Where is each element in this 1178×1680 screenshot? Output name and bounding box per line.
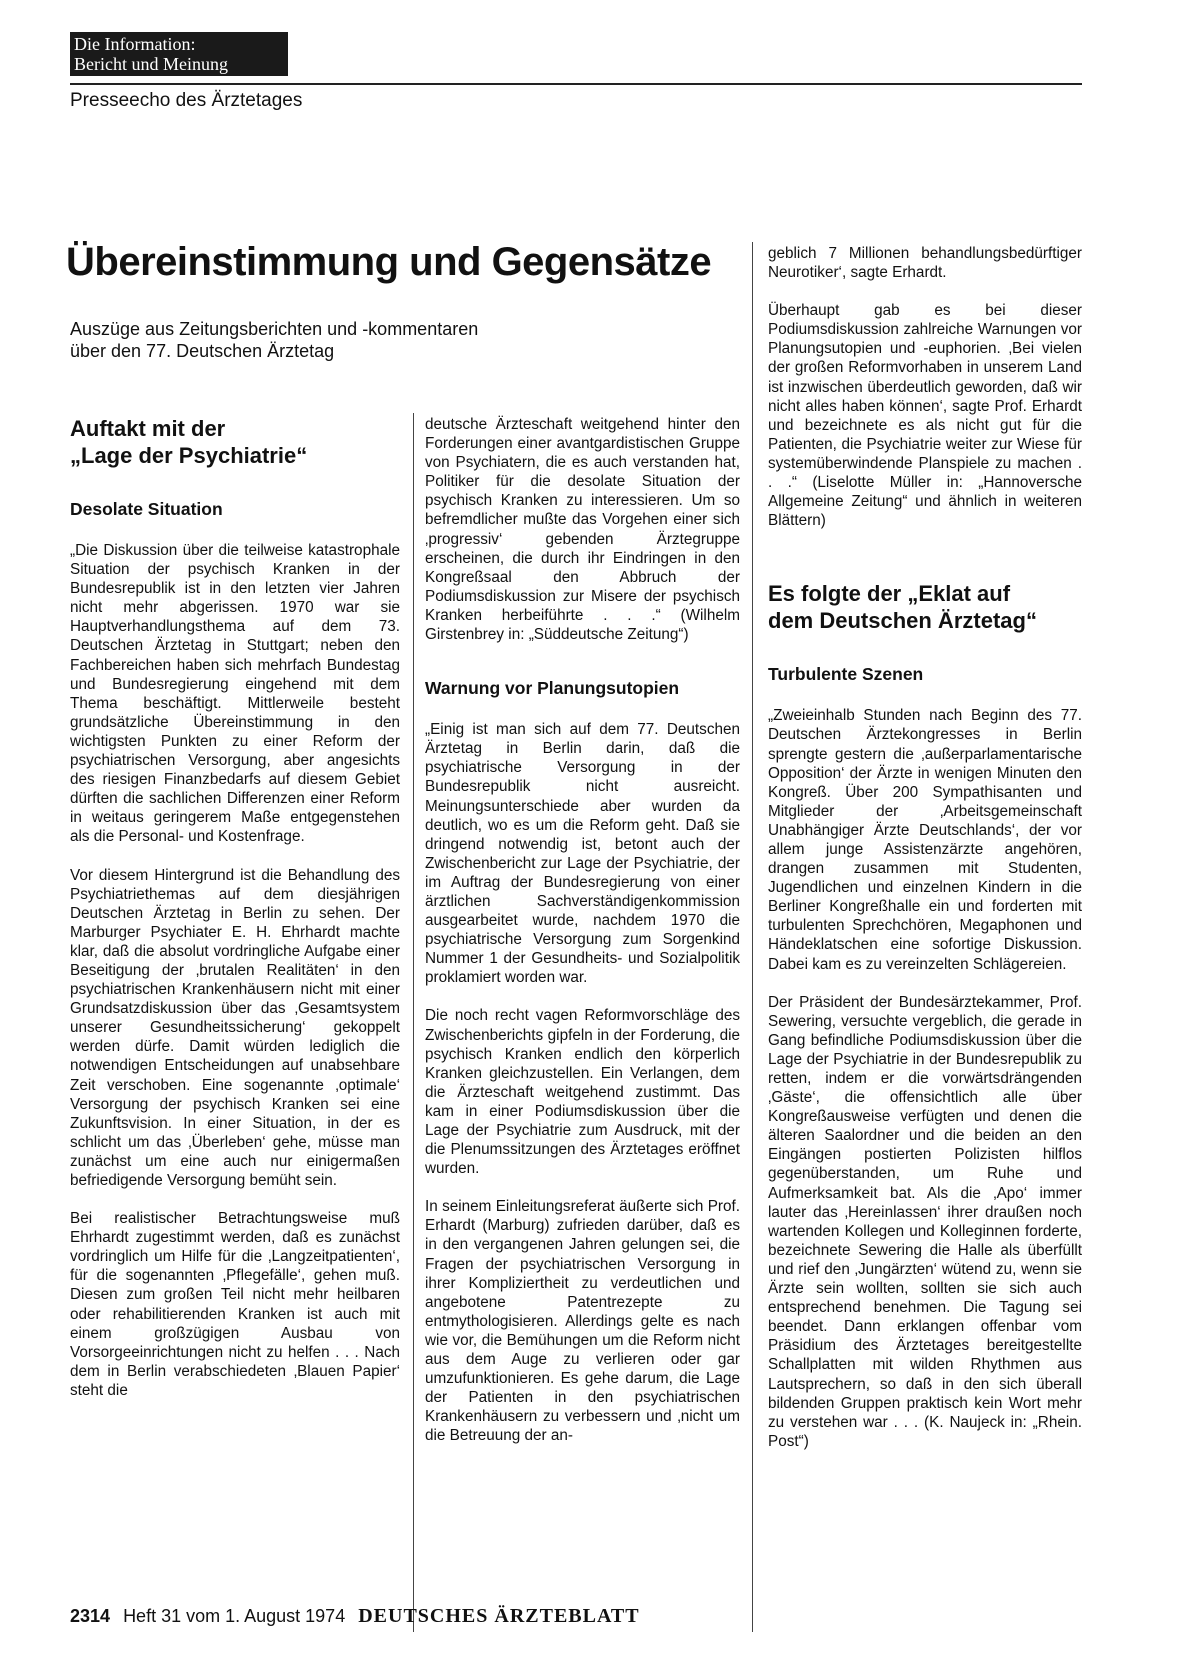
- body-paragraph: Vor diesem Hintergrund ist die Behandlung des Psychiatriethemas auf dem diesjährigen Deutschen Ärztetag in Berlin zu sehen. Der Marburger Psychiater E. H. Ehrhardt machte klar, daß die absolut vordringliche Aufgabe einer Beseitigung der ‚brutalen Realitäten‘ in den psychiatrischen Krankenhäusern nicht mit einer Grundsatzdiskussion über das ‚Gesamtsystem unserer Gesundheitssicherung‘ gekoppelt werden dürfe. Damit würden lediglich die notwendigen Entscheidungen auf unabsehbare Zeit verschoben. Eine sogenannte ‚optimale‘ Versorgung der psychisch Kranken sei eine Zukunftsvision. In einer Situation, in der es schlicht um das ‚Überleben‘ gehe, müsse man zunächst um eine auch nur einigermaßen befriedigende Versorgung bemüht sein.: [70, 866, 400, 1189]
- section-heading: Presseecho des Ärztetages: [70, 90, 303, 111]
- heading-line: Es folgte der „Eklat auf: [768, 581, 1011, 607]
- subheading-turbulente-szenen: Turbulente Szenen: [768, 664, 924, 685]
- body-paragraph: geblich 7 Millionen behandlungsbedürftiger Neurotiker‘, sagte Erhardt.: [768, 245, 1082, 282]
- column-3: [768, 244, 1082, 1451]
- page-number: 2314: [70, 1606, 111, 1626]
- badge-line-1: Die Information:: [74, 34, 196, 54]
- column-2: [425, 415, 740, 1446]
- body-paragraph: Der Präsident der Bundesärztekammer, Prof. Sewering, versuchte vergeblich, die gerade in Gang befindliche Podiumsdiskussion über die Lage der Psychiatrie in der Bundesrepublik zu retten, indem er die vorwärtsdrängenden ‚Gäste‘, die offensichtlich alle über Kongreßausweise verfügten und denen die älteren Saalordner und die beiden an den Eingängen postierten Polizisten hilflos gegenüberstanden, um Ruhe und Aufmerksamkeit bat. Als die ‚Apo‘ immer lauter das ‚Hereinlassen‘ ihrer draußen noch wartenden Kollegen und Kolleginnen forderte, bezeichnete Sewering die Halle als überfüllt und rief den ‚Jungärzten‘ wütend zu, wenn sie Ärzte sein wollten, sollten sie sich auch entsprechend benehmen. Die Tagung sei beendet. Dann erklangen offenbar vom Präsidium des Ärztetages bereitgestellte Schallplatten mit wilden Rhythmen aus Lautsprechern, so daß in den sich überall bildenden Gruppen praktisch kein Wort mehr zu verstehen war . . . (K. Naujeck in: „Rhein. Post“): [768, 993, 1082, 1450]
- journal-name: DEUTSCHES ÄRZTEBLATT: [358, 1605, 640, 1627]
- column-divider-left: [413, 413, 414, 1632]
- article-subtitle: [70, 318, 570, 362]
- body-paragraph: Die noch recht vagen Reformvorschläge des Zwischenberichts gipfeln in der Forderung, die psychisch Kranken endlich den körperlich Kranken gleichzustellen. Ein Verlangen, dem die Ärzteschaft weitgehend zustimmt. Das kam in einer Podiumsdiskussion über die Lage der Psychiatrie zum Ausdruck, mit der die Plenumssitzungen des Ärztetages eröffnet wurden.: [425, 1007, 740, 1178]
- column-1: [70, 415, 400, 1400]
- subtitle-line-2: über den 77. Deutschen Ärztetag: [70, 341, 335, 361]
- section-heading-eklat: [768, 580, 1082, 634]
- body-paragraph: deutsche Ärzteschaft weitgehend hinter den Forderungen einer avantgardistischen Gruppe von Psychiatern, die es auch verstanden hat, Politiker für die desolate Situation der psychisch Kranken zu interessieren. Um so befremdlicher mußte das Vorgehen einer sich ‚progressiv‘ gebenden Ärztegruppe erscheinen, die durch ihr Eindringen in den Kongreßsaal den Abbruch der Podiumsdiskussion zur Misere der psychisch Kranken herbeiführte . . .“ (Wilhelm Girstenbrey in: „Süddeutsche Zeitung“): [425, 416, 740, 644]
- section-badge: [70, 32, 288, 76]
- issue-info: Heft 31 vom 1. August 1974: [123, 1606, 346, 1626]
- badge-line-2: Bericht und Meinung: [74, 54, 228, 74]
- heading-line: Auftakt mit der: [70, 416, 226, 441]
- body-paragraph: In seinem Einleitungsreferat äußerte sich Prof. Erhardt (Marburg) zufrieden darüber, daß es in den vergangenen Jahren gelungen sei, die Fragen der psychiatrischen Versorgung in ihrer Kompliziertheit zu verdeutlichen und angebotene Patentrezepte zu entmythologisieren. Allerdings gelte es nach wie vor, die Bemühungen um die Reform nicht aus dem Auge zu verlieren oder gar umzufunktionieren. Es gehe darum, die Lage der Patienten in den psychiatrischen Krankenhäusern zu verbessern und ‚nicht um die Betreuung der an-: [425, 1198, 740, 1445]
- section-heading-psychiatrie: [70, 415, 400, 469]
- heading-line: „Lage der Psychiatrie“: [70, 443, 308, 468]
- body-paragraph: „Einig ist man sich auf dem 77. Deutschen Ärztetag in Berlin darin, daß die psychiatrische Versorgung in der Bundesrepublik nicht ausreicht. Meinungsunterschiede aber wurden da deutlich, wo es um die Reform geht. Daß sie dringend notwendig ist, betont auch der Zwischenbericht zur Lage der Psychiatrie, der im Auftrag der Bundesregierung von einer ärztlichen Sachverständigenkommission ausgearbeitet wurde, nachdem 1970 die psychiatrische Versorgung zum Sorgenkind Nummer 1 der Gesundheits- und Sozialpolitik proklamiert worden war.: [425, 721, 740, 987]
- heading-line: dem Deutschen Ärztetag“: [768, 608, 1037, 634]
- subtitle-line-1: Auszüge aus Zeitungsberichten und -kommentaren: [70, 319, 479, 339]
- column-divider-right: [752, 242, 753, 1632]
- subheading-planungsutopien: Warnung vor Planungsutopien: [425, 678, 680, 699]
- page-footer: [70, 1605, 640, 1628]
- body-paragraph: Überhaupt gab es bei dieser Podiumsdiskussion zahlreiche Warnungen vor Planungsutopien und -euphorien. ‚Bei vielen der großen Reformvorhaben in unserem Land ist inzwischen überdeutlich geworden, daß wir nicht alles haben können‘, sagte Prof. Erhardt und bezeichnete es als nicht gut für die Patienten, die Psychiatrie weiter zur Wiese für systemüberwindende Planspiele zu machen . . .“ (Liselotte Müller in: „Hannoversche Allgemeine Zeitung“ und ähnlich in weiteren Blättern): [768, 302, 1082, 530]
- header-rule: [70, 83, 1082, 85]
- article-title: Übereinstimmung und Gegensätze: [66, 240, 712, 284]
- body-paragraph: „Zweieinhalb Stunden nach Beginn des 77. Deutschen Ärztekongresses in Berlin sprengte gestern die ‚außerparlamentarische Opposition‘ der Ärzte in wenigen Minuten den Kongreß. Über 200 Sympathisanten und Mitglieder der ‚Arbeitsgemeinschaft Unabhängiger Ärzte Deutschlands‘, der vor allem junge Assistenzärzte angehören, drangen zusammen mit Studenten, Jugendlichen und einzelnen Kindern in die Berliner Kongreßhalle ein und forderten mit turbulenten Sprechchören, Megaphonen und Händeklatschen eine sofortige Diskussion. Dabei kam es zu vereinzelten Schlägereien.: [768, 707, 1082, 973]
- body-paragraph: Bei realistischer Betrachtungsweise muß Ehrhardt zugestimmt werden, daß es zunächst vordringlich um Hilfe für die ‚Langzeitpatienten‘, für die sogenannten ‚Pflegefälle‘, gehen muß. Diesen zum großen Teil nicht mehr heilbaren oder rehabilitierenden Kranken ist auch mit einem großzügigen Ausbau von Vorsorgeeinrichtungen nicht zu helfen . . . Nach dem in Berlin verabschiedeten ‚Blauen Papier‘ steht die: [70, 1210, 400, 1399]
- body-paragraph: „Die Diskussion über die teilweise katastrophale Situation der psychisch Kranken in der Bundesrepublik ist in den letzten vier Jahren nicht mehr abgerissen. 1970 war sie Hauptverhandlungsthema auf dem 73. Deutschen Ärztetag in Stuttgart; neben den Fachbereichen haben sich mehrfach Bundestag und Bundesregierung eingehend mit dem Thema beschäftigt. Mittlerweile besteht grundsätzliche Übereinstimmung in den wichtigsten Punkten zu einer Reform der psychiatrischen Versorgung, aber angesichts des riesigen Finanzbedarfs auf diesem Gebiet dürften die sachlichen Differenzen einer Reform in weitaus geringerem Maße entgegenstehen als die Personal- und Kostenfrage.: [70, 542, 400, 846]
- subheading-desolate-situation: Desolate Situation: [70, 499, 223, 519]
